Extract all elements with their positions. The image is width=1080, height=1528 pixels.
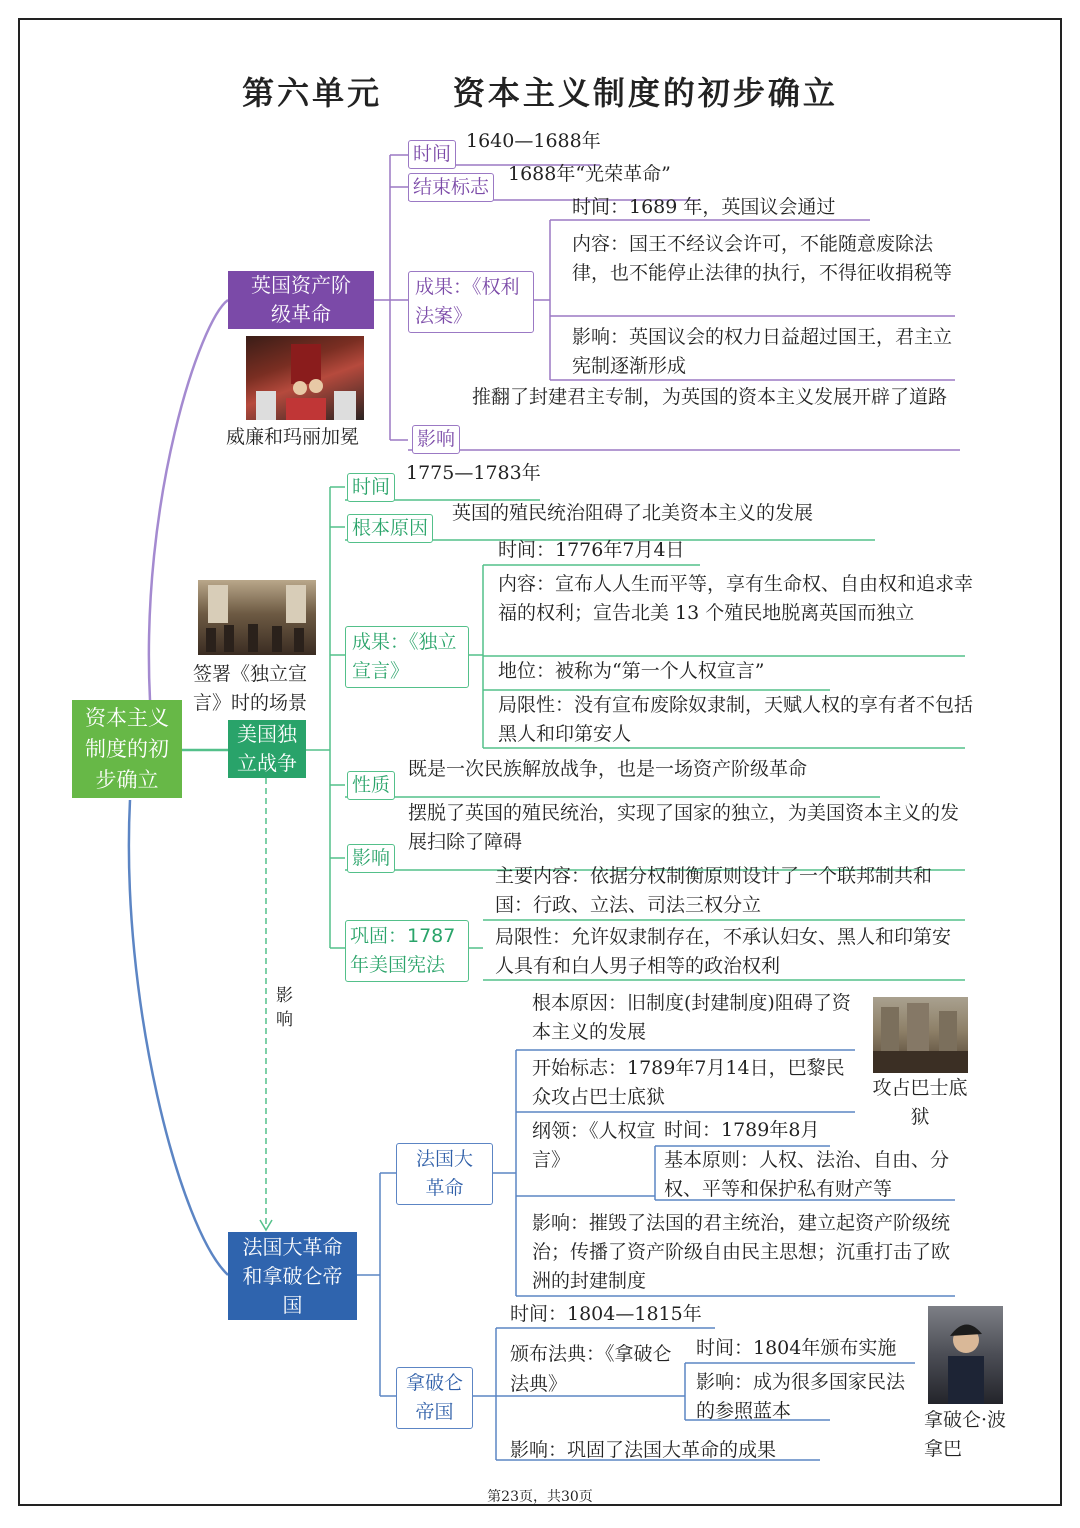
france-nap-label: 拿破仑帝国 <box>396 1367 473 1429</box>
france-program-label: 纲领：《人权宣言》 <box>532 1120 656 1171</box>
england-result-label: 成果：《权利法案》 <box>408 271 534 333</box>
england-end-label: 结束标志 <box>408 173 494 202</box>
england-result-content: 内容：国王不经议会许可，不能随意废除法律，也不能停止法律的执行，不得征收捐税等 <box>572 233 953 284</box>
england-node: 英国资产阶级革命 <box>228 271 374 329</box>
bastille-image <box>873 997 968 1073</box>
france-rev-label: 法国大革命 <box>396 1143 493 1205</box>
england-image-caption: 威廉和玛丽加冕 <box>226 426 360 448</box>
america-impact-label: 影响 <box>347 844 395 873</box>
america-image-caption: 签署《独立宣言》时的场景 <box>193 663 308 714</box>
france-code-time: 时间：1804年颁布实施 <box>696 1337 897 1359</box>
england-time-value: 1640—1688年 <box>466 130 601 152</box>
england-image <box>246 336 364 420</box>
america-nature-label: 性质 <box>347 771 395 800</box>
england-result-impact: 影响：英国议会的权力日益超过国王，君主立宪制逐渐形成 <box>572 326 953 377</box>
england-impact-value: 推翻了封建君主专制，为英国的资本主义发展开辟了道路 <box>472 386 948 408</box>
america-time-value: 1775—1783年 <box>406 462 541 484</box>
america-time-label: 时间 <box>347 473 395 502</box>
america-decl-limit: 局限性：没有宣布废除奴隶制，天赋人权的享有者不包括黑人和印第安人 <box>498 694 974 745</box>
napoleon-caption: 拿破仑·波拿巴 <box>924 1409 1007 1460</box>
america-result-label: 成果：《独立宣言》 <box>345 626 469 688</box>
napoleon-image <box>928 1306 1003 1404</box>
england-impact-label: 影响 <box>412 425 460 454</box>
america-decl-time: 时间：1776年7月4日 <box>498 539 685 561</box>
england-time-label: 时间 <box>408 140 456 169</box>
france-rev-cause: 根本原因：旧制度(封建制度)阻碍了资本主义的发展 <box>532 992 851 1043</box>
france-node: 法国大革命和拿破仑帝国 <box>228 1232 357 1320</box>
france-code-impact: 影响：成为很多国家民法的参照蓝本 <box>696 1371 906 1422</box>
america-cause-label: 根本原因 <box>347 514 433 543</box>
france-program-time: 时间：1789年8月 <box>664 1119 820 1141</box>
france-rev-start: 开始标志：1789年7月14日，巴黎民众攻占巴士底狱 <box>532 1057 845 1108</box>
page-footer: 第23页，共30页 <box>487 1489 593 1505</box>
root-node: 资本主义制度的初步确立 <box>72 700 182 798</box>
france-rev-impact: 影响：摧毁了法国的君主统治，建立起资产阶级统治；传播了资产阶级自由民主思想；沉重打击了欧洲的封建制度 <box>532 1212 951 1292</box>
america-const-label: 巩固：1787年美国宪法 <box>345 920 469 982</box>
page-title: 第六单元 资本主义制度的初步确立 <box>242 74 838 112</box>
america-image <box>198 580 316 655</box>
france-program-principle: 基本原则：人权、法治、自由、分权、平等和保护私有财产等 <box>664 1149 950 1200</box>
france-nap-impact: 影响：巩固了法国大革命的成果 <box>510 1439 777 1461</box>
bastille-caption: 攻占巴士底狱 <box>872 1077 968 1128</box>
america-nature-value: 既是一次民族解放战争，也是一场资产阶级革命 <box>408 758 808 780</box>
america-impact-value: 摆脱了英国的殖民统治，实现了国家的独立，为美国资本主义的发展扫除了障碍 <box>408 802 960 853</box>
america-cause-value: 英国的殖民统治阻碍了北美资本主义的发展 <box>452 502 814 524</box>
france-code-label: 颁布法典：《拿破仑法典》 <box>510 1343 672 1395</box>
france-nap-time: 时间：1804—1815年 <box>510 1303 702 1325</box>
england-end-value: 1688年“光荣革命” <box>508 163 671 185</box>
america-decl-content: 内容：宣布人人生而平等，享有生命权、自由权和追求幸福的权利；宣告北美 13 个殖民地脱离英国而独立 <box>498 573 974 624</box>
america-const-content: 主要内容：依据分权制衡原则设计了一个联邦制共和国：行政、立法、司法三权分立 <box>495 865 933 916</box>
america-arrow-label: 影响 <box>276 986 293 1030</box>
america-node: 美国独立战争 <box>228 720 306 778</box>
england-result-time: 时间：1689 年，英国议会通过 <box>572 196 836 218</box>
america-decl-status: 地位：被称为“第一个人权宣言” <box>498 660 765 682</box>
america-const-limit: 局限性：允许奴隶制存在，不承认妇女、黑人和印第安人具有和白人男子相等的政治权利 <box>495 926 952 977</box>
